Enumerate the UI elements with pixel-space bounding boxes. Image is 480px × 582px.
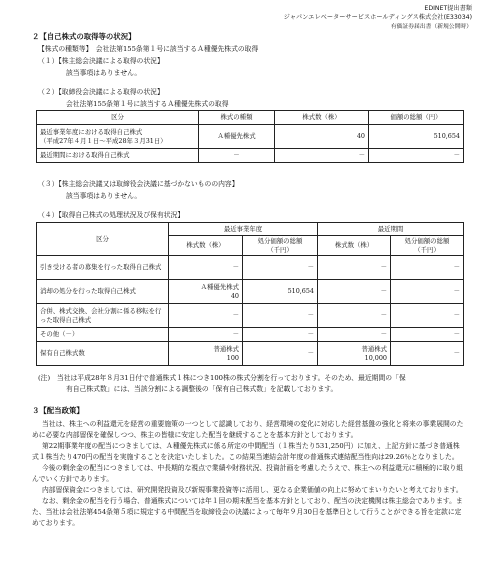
- sub2-title: （２）【取締役会決議による取得の状況】: [38, 88, 164, 96]
- table-row: [37, 256, 464, 280]
- table-header-row: [37, 111, 464, 125]
- header-amount: 処分価額の総額 （千円）: [391, 236, 464, 256]
- acquisition-table: [36, 110, 464, 163]
- cell-p-shares: －: [318, 280, 391, 304]
- cell-p-shares: －: [318, 328, 391, 342]
- cell-p-amount: －: [391, 304, 464, 328]
- row-label: 最近事業年度における取得自己株式 （平成27年４月１日～平成28年３月31日）: [37, 125, 199, 149]
- company-name: ジャパンエレベーターサービスホールディングス株式会社(E33034): [283, 14, 472, 22]
- document-header: [284, 4, 472, 31]
- cell-fy-amount: －: [243, 256, 318, 280]
- table-row: [37, 304, 464, 328]
- table-row: [37, 328, 464, 342]
- header-shares: 株式数（株）: [275, 111, 369, 125]
- cell-p-shares: －: [318, 304, 391, 328]
- header-amount: 処分価額の総額 （千円）: [243, 236, 318, 256]
- table-note-line2: 有自己株式数」には、当該分割による調整後の「保有自己株式数」を記載しております。: [66, 385, 338, 393]
- cell-fy-shares: －: [169, 304, 243, 328]
- section3-title: ３【配当政策】: [32, 406, 84, 415]
- cell-fy-amount: －: [243, 304, 318, 328]
- cell-p-shares: 普通株式 10,000: [318, 342, 391, 366]
- cell-type: Ａ種優先株式: [199, 125, 275, 149]
- sub1-note: 該当事項はありません。: [66, 69, 142, 77]
- paragraph: 今後の剰余金の配当につきましては、中長期的な視点で業績や財務状況、投資計画を考慮したうえで、株主への利益還元に積極的に取り組んでいく方針であります。: [32, 464, 464, 483]
- cell-fy-amount: －: [243, 342, 318, 366]
- cell-fy-shares: 普通株式 100: [169, 342, 243, 366]
- cell-fy-amount: 510,654: [243, 280, 318, 304]
- document-type: 有価証券届出書（新規公開時）: [390, 23, 472, 30]
- cell-p-shares: －: [318, 256, 391, 280]
- paragraph: 第22期事業年度の配当につきましては、Ａ種優先株式に係る所定の中間配当（１株当たり531,250円）に加え、上記方針に基づき普通株式１株当たり470円の配当を実施することを決定いたしました。この結果当連結会計年度の普通株式連結配当性向は29.26％となりました。: [32, 442, 460, 461]
- table-note-line1: (注) 当社は平成28年８月31日付で普通株式１株につき100株の株式分割を行っております。そのため、最近期間の「保: [38, 374, 406, 382]
- table-header-row: [37, 223, 464, 236]
- row-label: 合併、株式交換、会社分割に係る移転を行った取得自己株式: [37, 304, 169, 328]
- section2-kind: 【株式の種類等】 会社法第155条第１号に該当するＡ種優先株式の取得: [38, 45, 259, 53]
- header-shares: 株式数（株）: [169, 236, 243, 256]
- row-label: その他（－）: [37, 328, 169, 342]
- cell-p-amount: －: [391, 280, 464, 304]
- edinet-label: EDINET提出書類: [424, 5, 472, 12]
- row-label: 最近期間における取得自己株式: [37, 149, 199, 163]
- cell-shares: 40: [275, 125, 369, 149]
- cell-p-amount: －: [391, 342, 464, 366]
- cell-p-amount: －: [391, 256, 464, 280]
- cell-fy-shares: －: [169, 256, 243, 280]
- paragraph: なお、剰余金の配当を行う場合、普通株式については年１回の期末配当を基本方針としており、配当の決定機関は株主総会であります。また、当社は会社法第454条第５項に規定する中間配当を取締役会の決議によって毎年９月30日を基準日として行うことができる旨を定款に定めております。: [32, 497, 463, 527]
- sub1-title: （１）【株主総会決議による取得の状況】: [38, 57, 164, 65]
- paragraph: 当社は、株主への利益還元を経営の重要施策の一つとして認識しており、経営環境の変化に対応した経営基盤の強化と将来の事業展開のために必要な内部留保を確保しつつ、株主の皆様に安定した配当を継続することを基本方針としております。: [32, 420, 464, 439]
- table-row: [37, 280, 464, 304]
- disposal-table: [36, 222, 464, 366]
- table-row: [37, 342, 464, 366]
- cell-fy-amount: －: [243, 328, 318, 342]
- header-recent-period: 最近期間: [318, 223, 464, 236]
- cell-amount: 510,654: [369, 125, 464, 149]
- header-shares: 株式数（株）: [318, 236, 391, 256]
- table-row: [37, 125, 464, 149]
- cell-type: －: [199, 149, 275, 163]
- sub4-title: （４）【取得自己株式の処理状況及び保有状況】: [38, 211, 185, 219]
- sub3-title: （３）【株主総会決議又は取締役会決議に基づかないものの内容】: [38, 180, 239, 188]
- cell-amount: －: [369, 149, 464, 163]
- dividend-policy-body: [32, 419, 466, 529]
- header-amount: 価額の総額（円）: [369, 111, 464, 125]
- row-label: 消却の処分を行った取得自己株式: [37, 280, 169, 304]
- table-row: [37, 149, 464, 163]
- header-fiscal-year: 最近事業年度: [169, 223, 318, 236]
- cell-p-amount: －: [391, 328, 464, 342]
- section2-title: ２【自己株式の取得等の状況】: [32, 32, 136, 41]
- header-share-type: 株式の種類: [199, 111, 275, 125]
- row-label: 引き受ける者の募集を行った取得自己株式: [37, 256, 169, 280]
- sub3-note: 該当事項はありません。: [66, 192, 142, 200]
- sub2-note: 会社法第155条第１号に該当するＡ種優先株式の取得: [66, 100, 229, 108]
- paragraph: 内部留保資金につきましては、研究開発投資及び新規事業投資等に活用し、更なる企業価値の向上に努めてまいりたいと考えております。: [42, 486, 463, 494]
- cell-shares: －: [275, 149, 369, 163]
- header-category: 区分: [37, 111, 199, 125]
- row-label: 保有自己株式数: [37, 342, 169, 366]
- header-category: 区分: [37, 223, 169, 256]
- cell-fy-shares: －: [169, 328, 243, 342]
- cell-fy-shares: Ａ種優先株式 40: [169, 280, 243, 304]
